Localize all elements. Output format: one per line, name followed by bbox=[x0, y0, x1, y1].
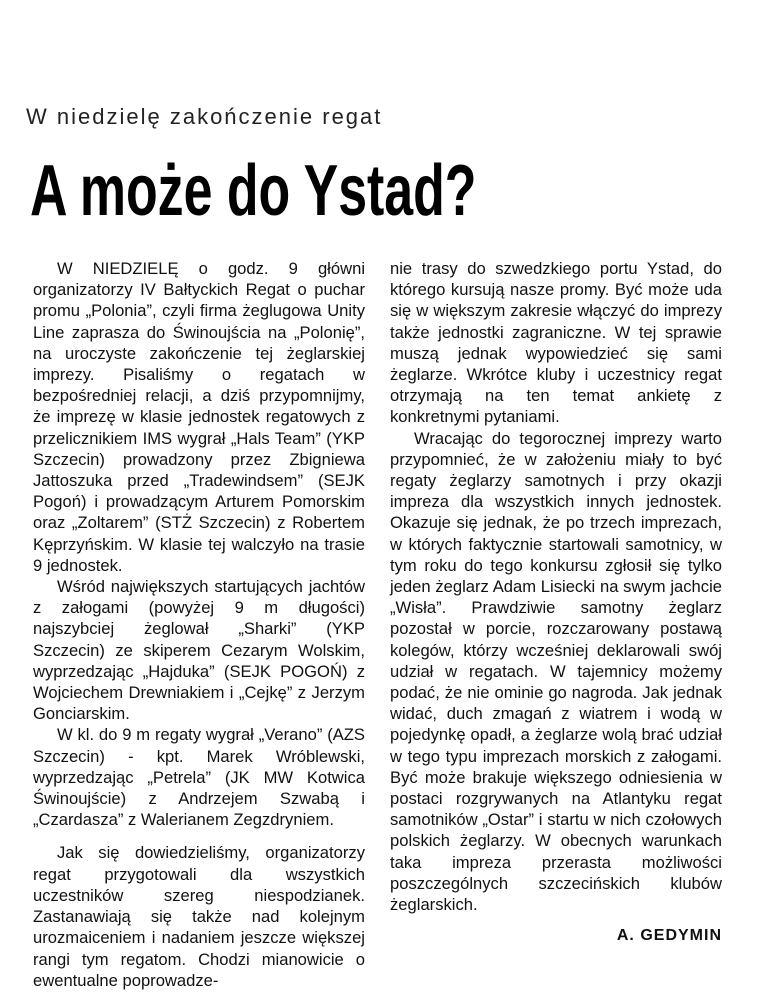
article-column-right bbox=[390, 258, 722, 947]
paragraph: nie trasy do szwedzkiego portu Ystad, do którego kursują nasze promy. Być może uda się w większym zakresie włączyć do imprezy także jednostki zagraniczne. W tej sprawie muszą jednak wypowiedzieć się sami żeglarze. Wkrótce kluby i uczestnicy regat otrzymają na ten temat ankietę z konkretnymi pytaniami. bbox=[390, 259, 722, 427]
paragraph: W kl. do 9 m regaty wygrał „Verano” (AZS Szczecin) - kpt. Marek Wróblewski, wyprzedzając „Petrela” (JK MW Kotwica Świnoujście) z Andrzejem Szwabą i „Czardasza” z Walerianem Zegzdryniem. bbox=[33, 725, 365, 830]
paragraph: Jak się dowiedzieliśmy, organizatorzy regat przygotowali dla wszystkich uczestników szereg niespodzianek. Zastanawiają się także nad kolejnym urozmaiceniem i nadaniem jeszcze większej rangi tym regatom. Chodzi mianowicie o ewentualne poprowadze- bbox=[33, 843, 365, 990]
article-kicker: W niedzielę zakończenie regat bbox=[26, 104, 383, 129]
paragraph: Wśród największych startujących jachtów z załogami (powyżej 9 m długości) najszybciej żeglował „Sharki” (YKP Szczecin) ze skiperem Cezarym Wolskim, wyprzedzając „Hajduka” (SEJK POGOŃ) z Wojciechem Drewniakiem i „Cejkę” z Jerzym Gonciarskim. bbox=[33, 577, 365, 724]
article-column-left bbox=[33, 258, 365, 991]
paragraph: Wracając do tegorocznej imprezy warto przypomnieć, że w założeniu miały to być regaty żeglarzy samotnych i przy okazji impreza dla wszystkich innych jednostek. Okazuje się jednak, że po trzech imprezach, w których faktycznie startowali samotnicy, w tym roku do tego konkursu zgłosił się tylko jeden żeglarz Adam Lisiecki na swym jachcie „Wisła”. Prawdziwie samotny żeglarz pozostał w porcie, rozczarowany postawą kolegów, którzy wcześniej deklarowali swój udział w regatach. W tajemnicy możemy podać, że nie ominie go nagroda. Jak jednak widać, duch zmagań z wiatrem i wodą w pojedynkę opadł, a żeglarze wolą brać udział w tego typu imprezach morskich z załogami. Być może brakuje większego odniesienia w postaci rozgrywanych na Atlantyku regat samotników „Ostar” i startu w nich czołowych polskich żeglarzy. W obecnych warunkach taka impreza przerasta możliwości poszczególnych szczecińskich klubów żeglarskich. bbox=[390, 428, 722, 915]
paragraph: W NIEDZIELĘ o godz. 9 główni organizatorzy IV Bałtyckich Regat o puchar promu „Polonia”, czyli firma żeglugowa Unity Line zaprasza do Świnoujścia na „Polonię”, na uroczyste zakończenie tej żeglarskiej imprezy. Pisaliśmy o regatach w bezpośredniej relacji, a dziś przypomnijmy, że imprezę w klasie jednostek regatowych z przelicznikiem IMS wygrał „Hals Team” (YKP Szczecin) prowadzony przez Zbigniewa Jattoszuka przed „Tradewindsem” (SEJK Pogoń) i prowadzącym Arturem Pomorskim oraz „Zoltarem” (STŻ Szczecin) z Robertem Kęprzyńskim. W klasie tej walczyło na trasie 9 jednostek. bbox=[33, 259, 365, 575]
article-byline: A. GEDYMIN bbox=[616, 927, 722, 945]
article-headline: A może do Ystad? bbox=[30, 151, 477, 231]
